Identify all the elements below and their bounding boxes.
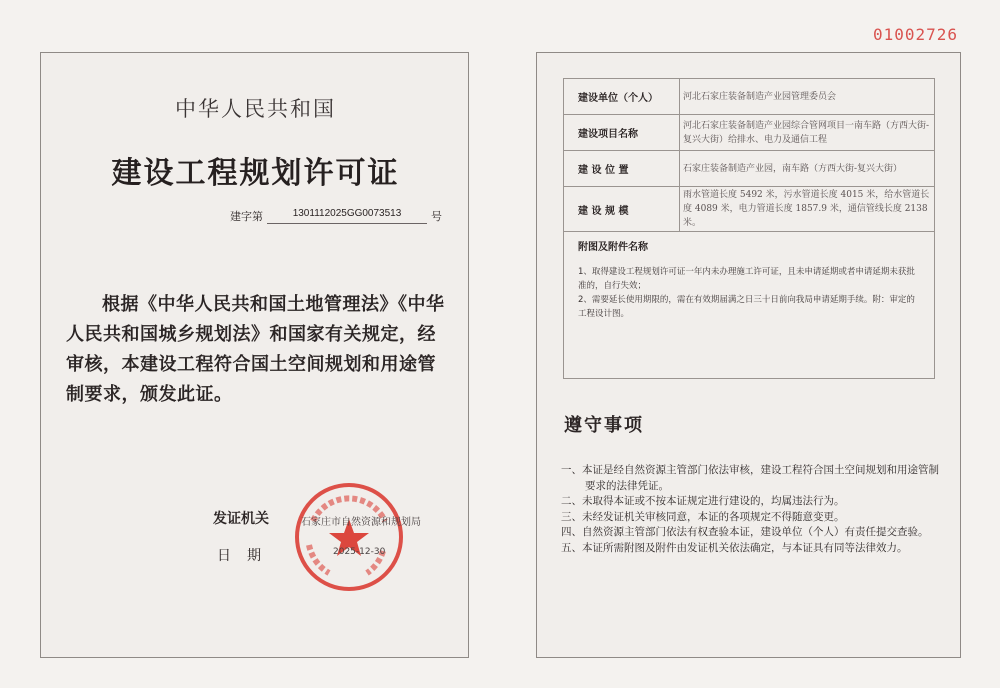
attachments-row: [564, 232, 935, 379]
row-label: 建设单位（个人）: [564, 79, 680, 115]
rule-item: 三、未经发证机关审核同意，本证的各项规定不得随意变更。: [561, 510, 845, 523]
table-row: [564, 115, 935, 151]
row-label: 建设项目名称: [564, 115, 680, 151]
table-row: [564, 151, 935, 187]
issue-date: 2025-12-30: [333, 547, 386, 557]
rules-list: [561, 463, 941, 556]
certificate-back-page: [536, 52, 961, 658]
project-info-table: [563, 78, 935, 379]
certificate-title: 建设工程规划许可证: [111, 156, 400, 191]
row-label: 建 设 位 置: [564, 151, 680, 187]
issuer-label: 发证机关: [213, 511, 269, 527]
issuer-name: 石家庄市自然资源和规划局: [301, 517, 421, 528]
row-value: 河北石家庄装备制造产业园综合管网项目一南车路（方西大街-复兴大街）给排水、电力及通信工程: [680, 115, 935, 151]
rule-item: 一、本证是经自然资源主管部门依法审核，建设工程符合国土空间规划和用途管制要求的法律凭证。: [561, 464, 939, 492]
row-value: 石家庄装备制造产业园，南车路（方西大街-复兴大街）: [680, 151, 935, 187]
cert-no-prefix: 建字第: [230, 210, 263, 223]
country-name: 中华人民共和国: [175, 97, 336, 121]
attachments-cell: [564, 232, 935, 379]
attachment-note: 2、需要延长使用期限的，需在有效期届满之日三十日前向我局申请延期手续。附：审定的工程设计图。: [578, 295, 915, 319]
attachment-note: 1、取得建设工程规划许可证一年内未办理施工许可证，且未申请延期或者申请延期未获批准的，自行失效；: [578, 267, 915, 291]
rules-title: 遵守事项: [564, 415, 644, 436]
rule-item: 二、未取得本证或不按本证规定进行建设的，均属违法行为。: [561, 495, 845, 507]
row-label: 建 设 规 模: [564, 187, 680, 232]
table-row: [564, 187, 935, 232]
cert-no-suffix: 号: [431, 210, 442, 223]
cert-number: 1301112025GG0073513: [267, 203, 427, 224]
table-row: [564, 79, 935, 115]
official-seal-icon: [293, 481, 405, 593]
attachments-title: 附图及附件名称: [578, 242, 648, 253]
rule-item: 四、自然资源主管部门依法有权查验本证，建设单位（个人）有责任提交查验。: [561, 526, 929, 538]
certificate-body-text: 根据《中华人民共和国土地管理法》《中华人民共和国城乡规划法》和国家有关规定，经审核，本建设工程符合国土空间规划和用途管制要求，颁发此证。: [66, 294, 445, 405]
certificate-front-page: [40, 52, 469, 658]
serial-number: 01002726: [872, 25, 958, 44]
date-label: 日期: [217, 548, 277, 564]
rule-item: 五、本证所需附图及附件由发证机关依法确定，与本证具有同等法律效力。: [561, 541, 908, 554]
row-value: 雨水管道长度 5492 米，污水管道长度 4015 米，给水管道长度 4089 米，电力管道长度 1857.9 米，通信管线长度 2138 米。: [680, 187, 935, 232]
row-value: 河北石家庄装备制造产业园管理委员会: [680, 79, 935, 115]
